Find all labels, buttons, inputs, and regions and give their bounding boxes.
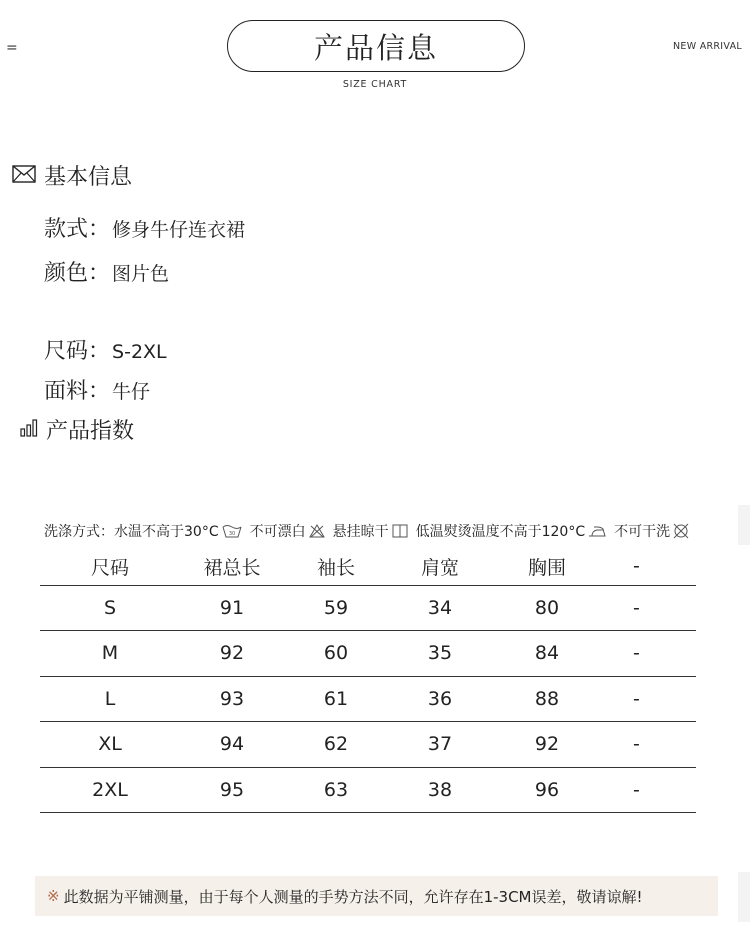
- cell-extra: -: [602, 767, 696, 813]
- notice-text: 此数据为平铺测量，由于每个人测量的手势方法不同，允许存在1-3CM误差，敬请谅解!: [63, 887, 643, 906]
- wash-basin-icon: [222, 524, 242, 538]
- info-colon: ：: [88, 217, 111, 242]
- page-title: 产品信息: [227, 20, 525, 72]
- cell-sleeve: 60: [284, 631, 388, 677]
- cell-shoulder: 37: [388, 722, 492, 768]
- info-row-style: [44, 212, 245, 243]
- cell-length: 91: [180, 585, 284, 631]
- cell-size: S: [40, 585, 180, 631]
- cell-size: L: [40, 676, 180, 722]
- wash-item-text: 水温不高于30°C: [114, 524, 219, 540]
- cell-extra: -: [602, 722, 696, 768]
- col-header-sleeve: 袖长: [284, 548, 388, 585]
- measurement-notice: [35, 876, 718, 916]
- bar-chart-icon: [20, 419, 38, 441]
- cell-shoulder: 35: [388, 631, 492, 677]
- table-row: [40, 631, 696, 677]
- cell-extra: -: [602, 585, 696, 631]
- cell-length: 95: [180, 767, 284, 813]
- info-key: 尺码: [44, 339, 89, 364]
- info-colon: ：: [88, 261, 111, 286]
- wash-item: [416, 521, 607, 541]
- col-header-extra: -: [602, 548, 696, 585]
- wash-item-text: 不可漂白: [249, 524, 306, 540]
- header-left-mark: =: [6, 40, 17, 56]
- hang-dry-icon: [392, 524, 408, 538]
- col-header-bust: 胸围: [492, 548, 602, 585]
- col-header-length: 裙总长: [180, 548, 284, 585]
- cell-sleeve: 62: [284, 722, 388, 768]
- cell-bust: 92: [492, 722, 602, 768]
- page-subtitle: SIZE CHART: [342, 79, 408, 90]
- wash-instructions: [44, 521, 697, 541]
- product-index-heading: [20, 414, 134, 445]
- cell-extra: -: [602, 631, 696, 677]
- cell-bust: 80: [492, 585, 602, 631]
- table-row: [40, 767, 696, 813]
- notice-symbol: ※: [47, 887, 60, 905]
- wash-item-text: 悬挂晾干: [332, 524, 389, 540]
- info-value: S-2XL: [112, 341, 167, 363]
- no-bleach-icon: [309, 524, 325, 538]
- wash-item: [114, 521, 242, 541]
- iron-icon: [588, 525, 606, 537]
- info-row-size: [44, 334, 167, 365]
- info-row-color: [44, 256, 169, 287]
- cell-shoulder: 34: [388, 585, 492, 631]
- cell-sleeve: 63: [284, 767, 388, 813]
- edge-shade: [738, 505, 750, 545]
- basic-info-title: 基本信息: [44, 165, 133, 190]
- cell-shoulder: 38: [388, 767, 492, 813]
- cell-shoulder: 36: [388, 676, 492, 722]
- wash-basin-icon-number: 30: [228, 531, 235, 537]
- table-row: [40, 676, 696, 722]
- info-value: 图片色: [112, 263, 170, 285]
- wash-item-text: 低温熨烫温度不高于120°C: [415, 524, 586, 540]
- col-header-shoulder: 肩宽: [388, 548, 492, 585]
- info-key: 款式: [44, 217, 89, 242]
- cell-size: XL: [40, 722, 180, 768]
- info-value: 修身牛仔连衣裙: [112, 219, 246, 241]
- wash-label: 洗涤方式：: [44, 524, 114, 540]
- edge-shade: [738, 872, 750, 922]
- info-key: 面料: [44, 379, 89, 404]
- table-row: [40, 585, 696, 631]
- wash-item: [614, 521, 689, 541]
- info-row-fabric: [44, 374, 150, 405]
- cell-bust: 84: [492, 631, 602, 677]
- info-colon: ：: [88, 339, 111, 364]
- table-row: [40, 722, 696, 768]
- new-arrival-label: NEW ARRIVAL: [672, 41, 742, 52]
- info-value: 牛仔: [112, 381, 151, 403]
- cell-length: 93: [180, 676, 284, 722]
- envelope-icon: [12, 165, 36, 187]
- cell-size: 2XL: [40, 767, 180, 813]
- product-index-title: 产品指数: [46, 419, 135, 444]
- cell-bust: 88: [492, 676, 602, 722]
- info-colon: ：: [88, 379, 111, 404]
- basic-info-heading: [12, 160, 132, 191]
- cell-length: 94: [180, 722, 284, 768]
- cell-extra: -: [602, 676, 696, 722]
- cell-sleeve: 61: [284, 676, 388, 722]
- wash-item: [250, 521, 325, 541]
- cell-length: 92: [180, 631, 284, 677]
- cell-bust: 96: [492, 767, 602, 813]
- cell-sleeve: 59: [284, 585, 388, 631]
- cell-size: M: [40, 631, 180, 677]
- wash-item: [333, 521, 408, 541]
- info-key: 颜色: [44, 261, 89, 286]
- no-dry-clean-icon: [673, 523, 689, 539]
- size-table: [40, 548, 696, 813]
- wash-item-text: 不可干洗: [614, 524, 671, 540]
- table-header-row: [40, 548, 696, 585]
- col-header-size: 尺码: [40, 548, 180, 585]
